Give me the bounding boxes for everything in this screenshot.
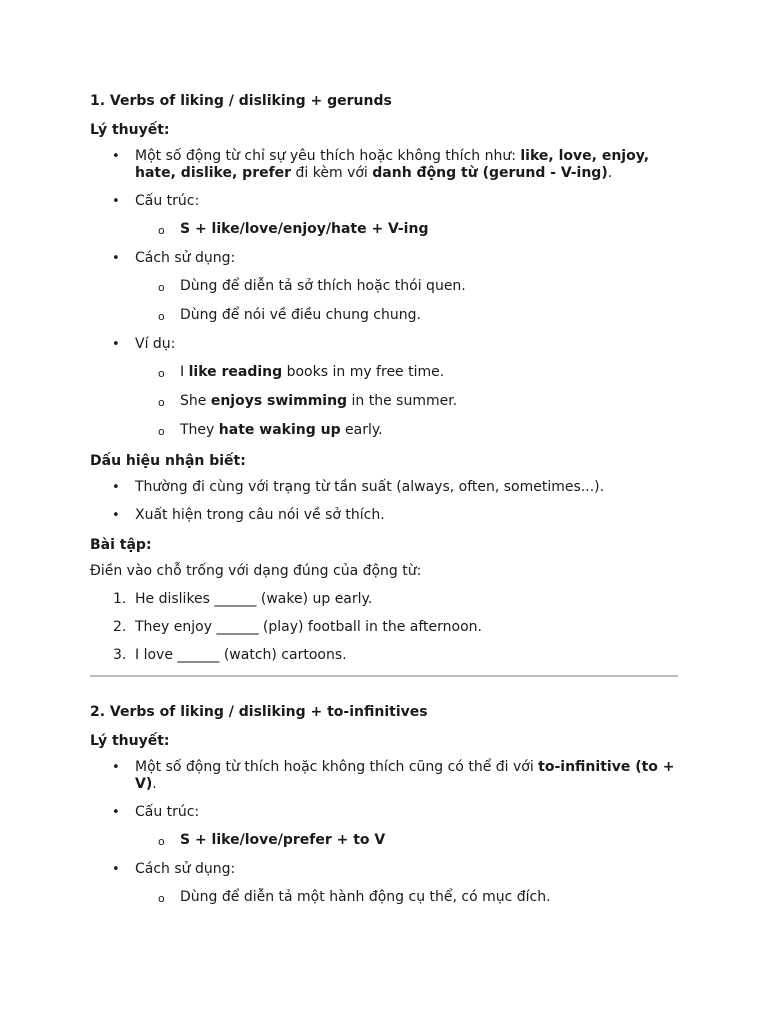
bullet: •	[112, 760, 120, 775]
bullet: •	[112, 862, 120, 877]
section2-structure-formula	[90, 832, 680, 849]
example-text: in the summer.	[347, 393, 458, 409]
example-text: I	[180, 364, 189, 380]
bullet: •	[112, 337, 120, 352]
intro-text: Một số động từ thích hoặc không thích cũng có thể đi với	[135, 759, 539, 775]
section1-intro-item	[90, 148, 680, 182]
sub-bullet: o	[158, 367, 165, 380]
intro-period: .	[607, 165, 613, 181]
bullet: •	[112, 149, 120, 164]
section-divider	[90, 675, 678, 677]
example-verb: like reading	[188, 364, 283, 380]
exercise-text: They enjoy ______ (play) football in the afternoon.	[135, 619, 482, 635]
usage-text: Dùng để diễn tả sở thích hoặc thói quen.	[180, 278, 466, 294]
exercise-text: I love ______ (watch) cartoons.	[135, 647, 347, 663]
section2-title: 2. Verbs of liking / disliking + to-infinitives	[90, 704, 428, 720]
section2-usage-item	[90, 861, 680, 878]
sub-bullet: o	[158, 425, 165, 438]
sign-text: Thường đi cùng với trạng từ tần suất (always, often, sometimes...).	[135, 479, 605, 495]
section1-sign-1	[90, 479, 680, 496]
structure-label: Cấu trúc:	[135, 193, 200, 209]
exercise-item-3	[90, 647, 680, 664]
sub-bullet: o	[158, 396, 165, 409]
section1-usage-item	[90, 250, 680, 267]
usage-text: Dùng để diễn tả một hành động cụ thể, có mục đích.	[180, 889, 551, 905]
section1-example-3	[90, 422, 680, 439]
section1-structure-item	[90, 193, 680, 210]
section1-structure-formula	[90, 221, 680, 238]
usage-text: Dùng để nói về điều chung chung.	[180, 307, 421, 323]
section1-sign-2	[90, 507, 680, 524]
exercise-number: 1.	[113, 591, 127, 607]
bullet: •	[112, 805, 120, 820]
example-text: They	[180, 422, 219, 438]
exercise-item-2	[90, 619, 680, 636]
structure-formula: S + like/love/prefer + to V	[180, 832, 386, 848]
bullet: •	[112, 194, 120, 209]
exercise-text: He dislikes ______ (wake) up early.	[135, 591, 373, 607]
example-verb: enjoys swimming	[210, 393, 348, 409]
sub-bullet: o	[158, 224, 165, 237]
intro-text: đi kèm với	[291, 165, 373, 181]
bullet: •	[112, 508, 120, 523]
intro-gerund: danh động từ (gerund - V-ing)	[372, 165, 608, 181]
example-text: She	[180, 393, 211, 409]
example-text: books in my free time.	[282, 364, 445, 380]
section1-usage-2	[90, 307, 680, 324]
section1-signs-label: Dấu hiệu nhận biết:	[90, 453, 246, 469]
section1-usage-1	[90, 278, 680, 295]
section1-example-1	[90, 364, 680, 381]
sub-bullet: o	[158, 892, 165, 905]
intro-verbs: like, love, enjoy, hate, dislike, prefer	[135, 148, 650, 181]
intro-infinitive: to-infinitive (to + V)	[135, 759, 675, 792]
section2-structure-item	[90, 804, 680, 821]
section2-theory-label: Lý thuyết:	[90, 733, 170, 749]
example-text: early.	[340, 422, 383, 438]
sub-bullet: o	[158, 281, 165, 294]
document-content	[90, 91, 680, 918]
section1-examples-item	[90, 336, 680, 353]
section1-title: 1. Verbs of liking / disliking + gerunds	[90, 93, 392, 109]
section2-usage-1	[90, 889, 680, 906]
sub-bullet: o	[158, 310, 165, 323]
section2-intro-item	[90, 759, 680, 793]
exercise-number: 2.	[113, 619, 127, 635]
intro-text: Một số động từ chỉ sự yêu thích hoặc không thích như:	[135, 148, 521, 164]
structure-formula: S + like/love/enjoy/hate + V-ing	[180, 221, 429, 237]
section1-example-2	[90, 393, 680, 410]
usage-label: Cách sử dụng:	[135, 861, 236, 877]
exercise-item-1	[90, 591, 680, 608]
intro-period: .	[152, 776, 157, 792]
exercise-instruction: Điền vào chỗ trống với dạng đúng của động từ:	[90, 563, 422, 579]
section1-exercise-label: Bài tập:	[90, 537, 152, 553]
usage-label: Cách sử dụng:	[135, 250, 236, 266]
structure-label: Cấu trúc:	[135, 804, 200, 820]
bullet: •	[112, 251, 120, 266]
exercise-number: 3.	[113, 647, 127, 663]
sign-text: Xuất hiện trong câu nói về sở thích.	[135, 507, 385, 523]
example-verb: hate waking up	[218, 422, 341, 438]
examples-label: Ví dụ:	[135, 336, 176, 352]
section1-theory-label: Lý thuyết:	[90, 122, 170, 138]
bullet: •	[112, 480, 120, 495]
sub-bullet: o	[158, 835, 165, 848]
